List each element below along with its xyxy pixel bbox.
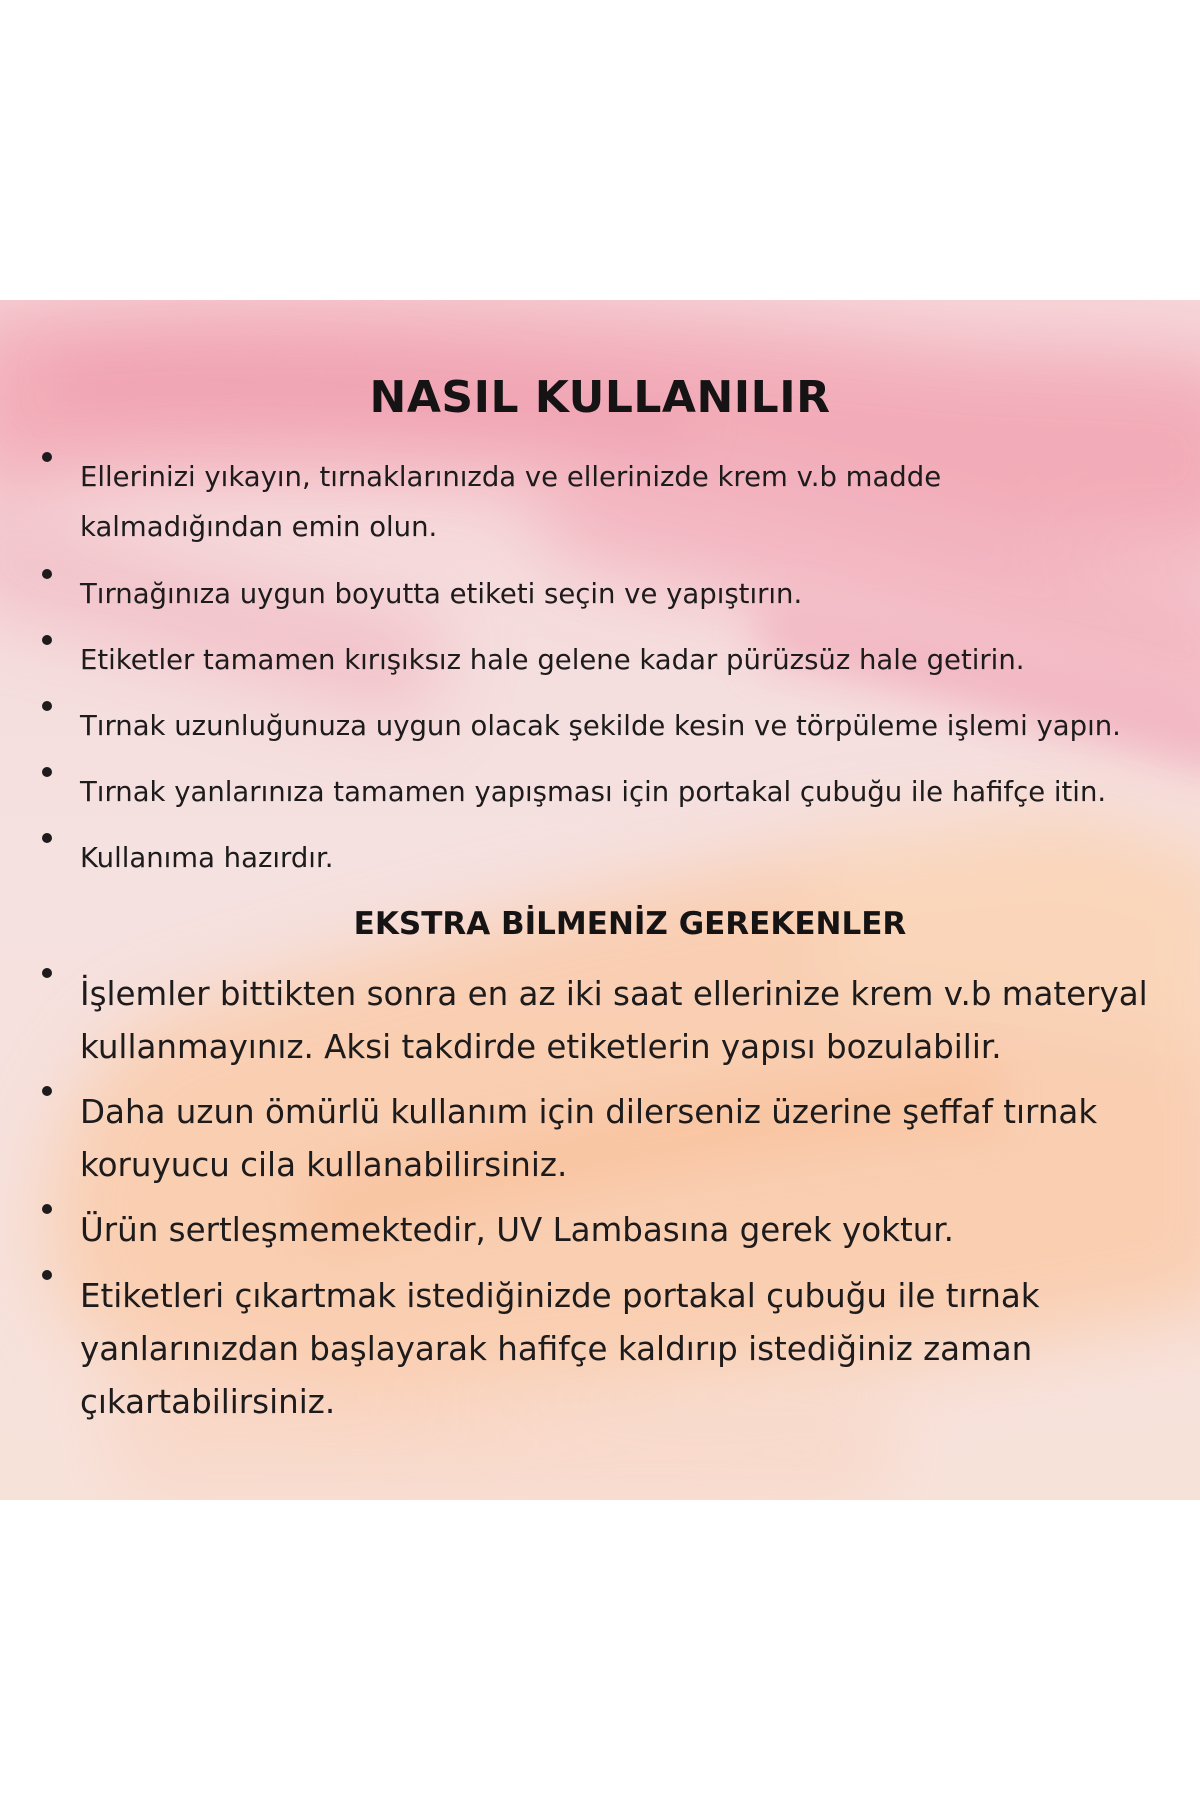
list-item-line: Ellerinizi yıkayın, tırnaklarınızda ve ellerinizde krem v.b madde xyxy=(80,461,942,493)
bullet-icon xyxy=(42,1086,52,1096)
list-item xyxy=(80,1204,1190,1257)
list-item-line: İşlemler bittikten sonra en az iki saat ellerinize krem v.b materyal xyxy=(80,975,1148,1013)
list-item-line: Daha uzun ömürlü kullanım için dilerseniz üzerine şeffaf tırnak xyxy=(80,1093,1098,1131)
section-title: EKSTRA BİLMENİZ GEREKENLER xyxy=(353,906,907,942)
list-item-line: kalmadığından emin olun. xyxy=(80,511,438,543)
page-title: NASIL KULLANILIR xyxy=(369,372,831,423)
list-item xyxy=(80,833,1190,883)
bullet-icon xyxy=(42,635,52,645)
bullet-icon xyxy=(42,833,52,843)
list-item-line: Tırnak uzunluğunuza uygun olacak şekilde kesin ve törpüleme işlemi yapın. xyxy=(80,710,1121,742)
instruction-card xyxy=(0,300,1200,1500)
instructions-content xyxy=(0,300,1200,1500)
list-item xyxy=(80,452,1190,552)
list-item-line: Tırnağınıza uygun boyutta etiketi seçin ve yapıştırın. xyxy=(80,578,803,610)
list-item-line: Kullanıma hazırdır. xyxy=(80,842,334,874)
bullet-icon xyxy=(42,452,52,462)
list-item xyxy=(80,1270,1190,1429)
bullet-icon xyxy=(42,767,52,777)
bullet-icon xyxy=(42,968,52,978)
list-item xyxy=(80,1086,1190,1192)
bullet-icon xyxy=(42,569,52,579)
list-item-line: koruyucu cila kullanabilirsiniz. xyxy=(80,1146,568,1184)
list-item-line: kullanmayınız. Aksi takdirde etiketlerin yapısı bozulabilir. xyxy=(80,1028,1002,1066)
list-item-line: çıkartabilirsiniz. xyxy=(80,1383,336,1421)
list-item-line: Ürün sertleşmemektedir, UV Lambasına gerek yoktur. xyxy=(80,1211,955,1249)
bullet-icon xyxy=(42,1270,52,1280)
list-item xyxy=(80,968,1190,1074)
bullet-icon xyxy=(42,1204,52,1214)
list-item xyxy=(80,569,1190,619)
bullet-icon xyxy=(42,701,52,711)
list-item-line: yanlarınızdan başlayarak hafifçe kaldırıp istediğiniz zaman xyxy=(80,1330,1033,1368)
list-item xyxy=(80,701,1190,751)
list-item-line: Tırnak yanlarınıza tamamen yapışması için portakal çubuğu ile hafifçe itin. xyxy=(80,776,1107,808)
list-item xyxy=(80,635,1190,685)
list-item-line: Etiketleri çıkartmak istediğinizde portakal çubuğu ile tırnak xyxy=(80,1277,1040,1315)
list-item-line: Etiketler tamamen kırışıksız hale gelene kadar pürüzsüz hale getirin. xyxy=(80,644,1025,676)
list-item xyxy=(80,767,1190,817)
